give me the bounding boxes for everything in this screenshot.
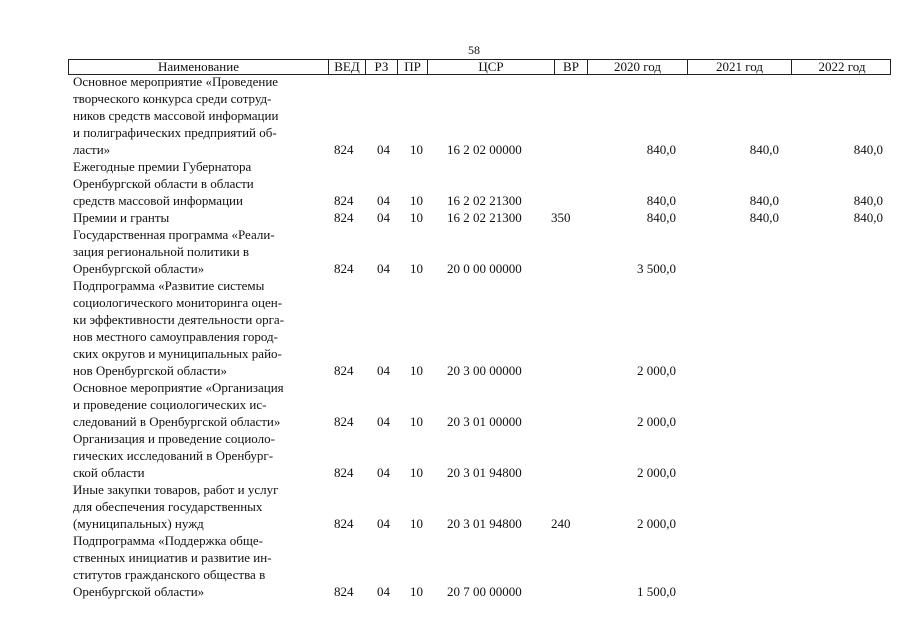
table-row	[0, 379, 905, 430]
row-name-line: социологического мониторинга оцен-	[73, 295, 283, 310]
row-name	[73, 430, 323, 481]
table-row	[0, 73, 905, 158]
cell-pr: 10	[410, 363, 423, 378]
row-name-line: Государственная программа «Реали-	[73, 227, 275, 242]
header-csr: ЦСР	[428, 60, 555, 74]
row-name-line: Премии и гранты	[73, 210, 170, 225]
cell-csr: 16 2 02 00000	[447, 142, 522, 157]
row-name-line: ственных инициатив и развитие ин-	[73, 550, 272, 565]
row-name-line: следований в Оренбургской области»	[73, 414, 281, 429]
cell-ved: 824	[334, 414, 354, 429]
header-2020: 2020 год	[588, 60, 688, 74]
row-name-line: нов местного самоуправления город-	[73, 329, 278, 344]
table-row	[0, 277, 905, 379]
table-row	[0, 430, 905, 481]
row-name-line: Оренбургской области»	[73, 261, 205, 276]
table-row	[0, 226, 905, 277]
row-name-line: гических исследований в Оренбург-	[73, 448, 274, 463]
cell-ved: 824	[334, 584, 354, 599]
header-vr: ВР	[555, 60, 588, 74]
cell-y2021: 840,0	[749, 193, 779, 208]
row-name	[73, 73, 323, 158]
cell-csr: 20 7 00 00000	[447, 584, 522, 599]
cell-csr: 16 2 02 21300	[447, 210, 522, 225]
row-name-line: и проведение социологических ис-	[73, 397, 267, 412]
cell-rz: 04	[377, 465, 390, 480]
row-name	[73, 277, 323, 379]
row-name-line: Подпрограмма «Поддержка обще-	[73, 533, 263, 548]
cell-ved: 824	[334, 210, 354, 225]
row-name	[73, 481, 323, 532]
cell-rz: 04	[377, 516, 390, 531]
cell-y2022: 840,0	[853, 210, 883, 225]
row-name-line: зация региональной политики в	[73, 244, 250, 259]
cell-csr: 20 3 01 94800	[447, 465, 522, 480]
row-name-line: средств массовой информации	[73, 193, 243, 208]
header-name: Наименование	[69, 60, 329, 74]
cell-ved: 824	[334, 142, 354, 157]
row-name-line: ки эффективности деятельности орга-	[73, 312, 285, 327]
cell-csr: 20 3 01 00000	[447, 414, 522, 429]
cell-y2020: 840,0	[646, 142, 676, 157]
cell-rz: 04	[377, 261, 390, 276]
cell-rz: 04	[377, 193, 390, 208]
page-number: 58	[468, 43, 480, 57]
row-name	[73, 158, 323, 209]
row-name-line: ских округов и муниципальных райо-	[73, 346, 282, 361]
cell-y2020: 3 500,0	[637, 261, 676, 276]
row-name-line: нов Оренбургской области»	[73, 363, 228, 378]
row-name-line: ников средств массовой информации	[73, 108, 279, 123]
cell-ved: 824	[334, 363, 354, 378]
cell-ved: 824	[334, 465, 354, 480]
cell-pr: 10	[410, 210, 423, 225]
cell-csr: 20 3 00 00000	[447, 363, 522, 378]
row-name	[73, 532, 323, 600]
cell-y2020: 1 500,0	[637, 584, 676, 599]
cell-y2021: 840,0	[749, 142, 779, 157]
cell-rz: 04	[377, 142, 390, 157]
header-ved: ВЕД	[329, 60, 366, 74]
row-name-line: творческого конкурса среди сотруд-	[73, 91, 272, 106]
table-row	[0, 532, 905, 600]
row-name-line: и полиграфических предприятий об-	[73, 125, 277, 140]
cell-pr: 10	[410, 516, 423, 531]
header-pr: ПР	[398, 60, 428, 74]
cell-rz: 04	[377, 414, 390, 429]
cell-pr: 10	[410, 193, 423, 208]
cell-csr: 20 3 01 94800	[447, 516, 522, 531]
row-name-line: Организация и проведение социоло-	[73, 431, 275, 446]
cell-y2022: 840,0	[853, 142, 883, 157]
table-row	[0, 481, 905, 532]
table-row	[0, 209, 905, 226]
row-name-line: ской области	[73, 465, 145, 480]
cell-rz: 04	[377, 363, 390, 378]
row-name	[73, 379, 323, 430]
cell-pr: 10	[410, 142, 423, 157]
cell-ved: 824	[334, 193, 354, 208]
row-name-line: Подпрограмма «Развитие системы	[73, 278, 265, 293]
cell-y2020: 2 000,0	[637, 414, 676, 429]
row-name-line: Основное мероприятие «Организация	[73, 380, 284, 395]
row-name-line: Ежегодные премии Губернатора	[73, 159, 252, 174]
cell-vr: 350	[551, 210, 571, 225]
row-name	[73, 226, 323, 277]
cell-y2020: 840,0	[646, 210, 676, 225]
cell-y2020: 840,0	[646, 193, 676, 208]
header-rz: РЗ	[366, 60, 398, 74]
cell-y2022: 840,0	[853, 193, 883, 208]
row-name-line: Оренбургской области в области	[73, 176, 254, 191]
table-row	[0, 158, 905, 209]
row-name-line: для обеспечения государственных	[73, 499, 263, 514]
cell-ved: 824	[334, 261, 354, 276]
row-name-line: ститутов гражданского общества в	[73, 567, 266, 582]
cell-ved: 824	[334, 516, 354, 531]
header-2022: 2022 год	[818, 59, 866, 74]
cell-y2020: 2 000,0	[637, 465, 676, 480]
cell-pr: 10	[410, 261, 423, 276]
cell-vr: 240	[551, 516, 571, 531]
cell-pr: 10	[410, 584, 423, 599]
header-2021: 2021 год	[688, 60, 792, 74]
row-name-line: Основное мероприятие «Проведение	[73, 74, 279, 89]
row-name-line: Иные закупки товаров, работ и услуг	[73, 482, 279, 497]
row-name-line: ласти»	[73, 142, 111, 157]
cell-y2020: 2 000,0	[637, 516, 676, 531]
cell-rz: 04	[377, 584, 390, 599]
row-name-line: (муниципальных) нужд	[73, 516, 204, 531]
cell-rz: 04	[377, 210, 390, 225]
row-name	[73, 209, 323, 226]
cell-csr: 20 0 00 00000	[447, 261, 522, 276]
cell-pr: 10	[410, 465, 423, 480]
cell-pr: 10	[410, 414, 423, 429]
cell-y2021: 840,0	[749, 210, 779, 225]
row-name-line: Оренбургской области»	[73, 584, 205, 599]
cell-csr: 16 2 02 21300	[447, 193, 522, 208]
cell-y2020: 2 000,0	[637, 363, 676, 378]
